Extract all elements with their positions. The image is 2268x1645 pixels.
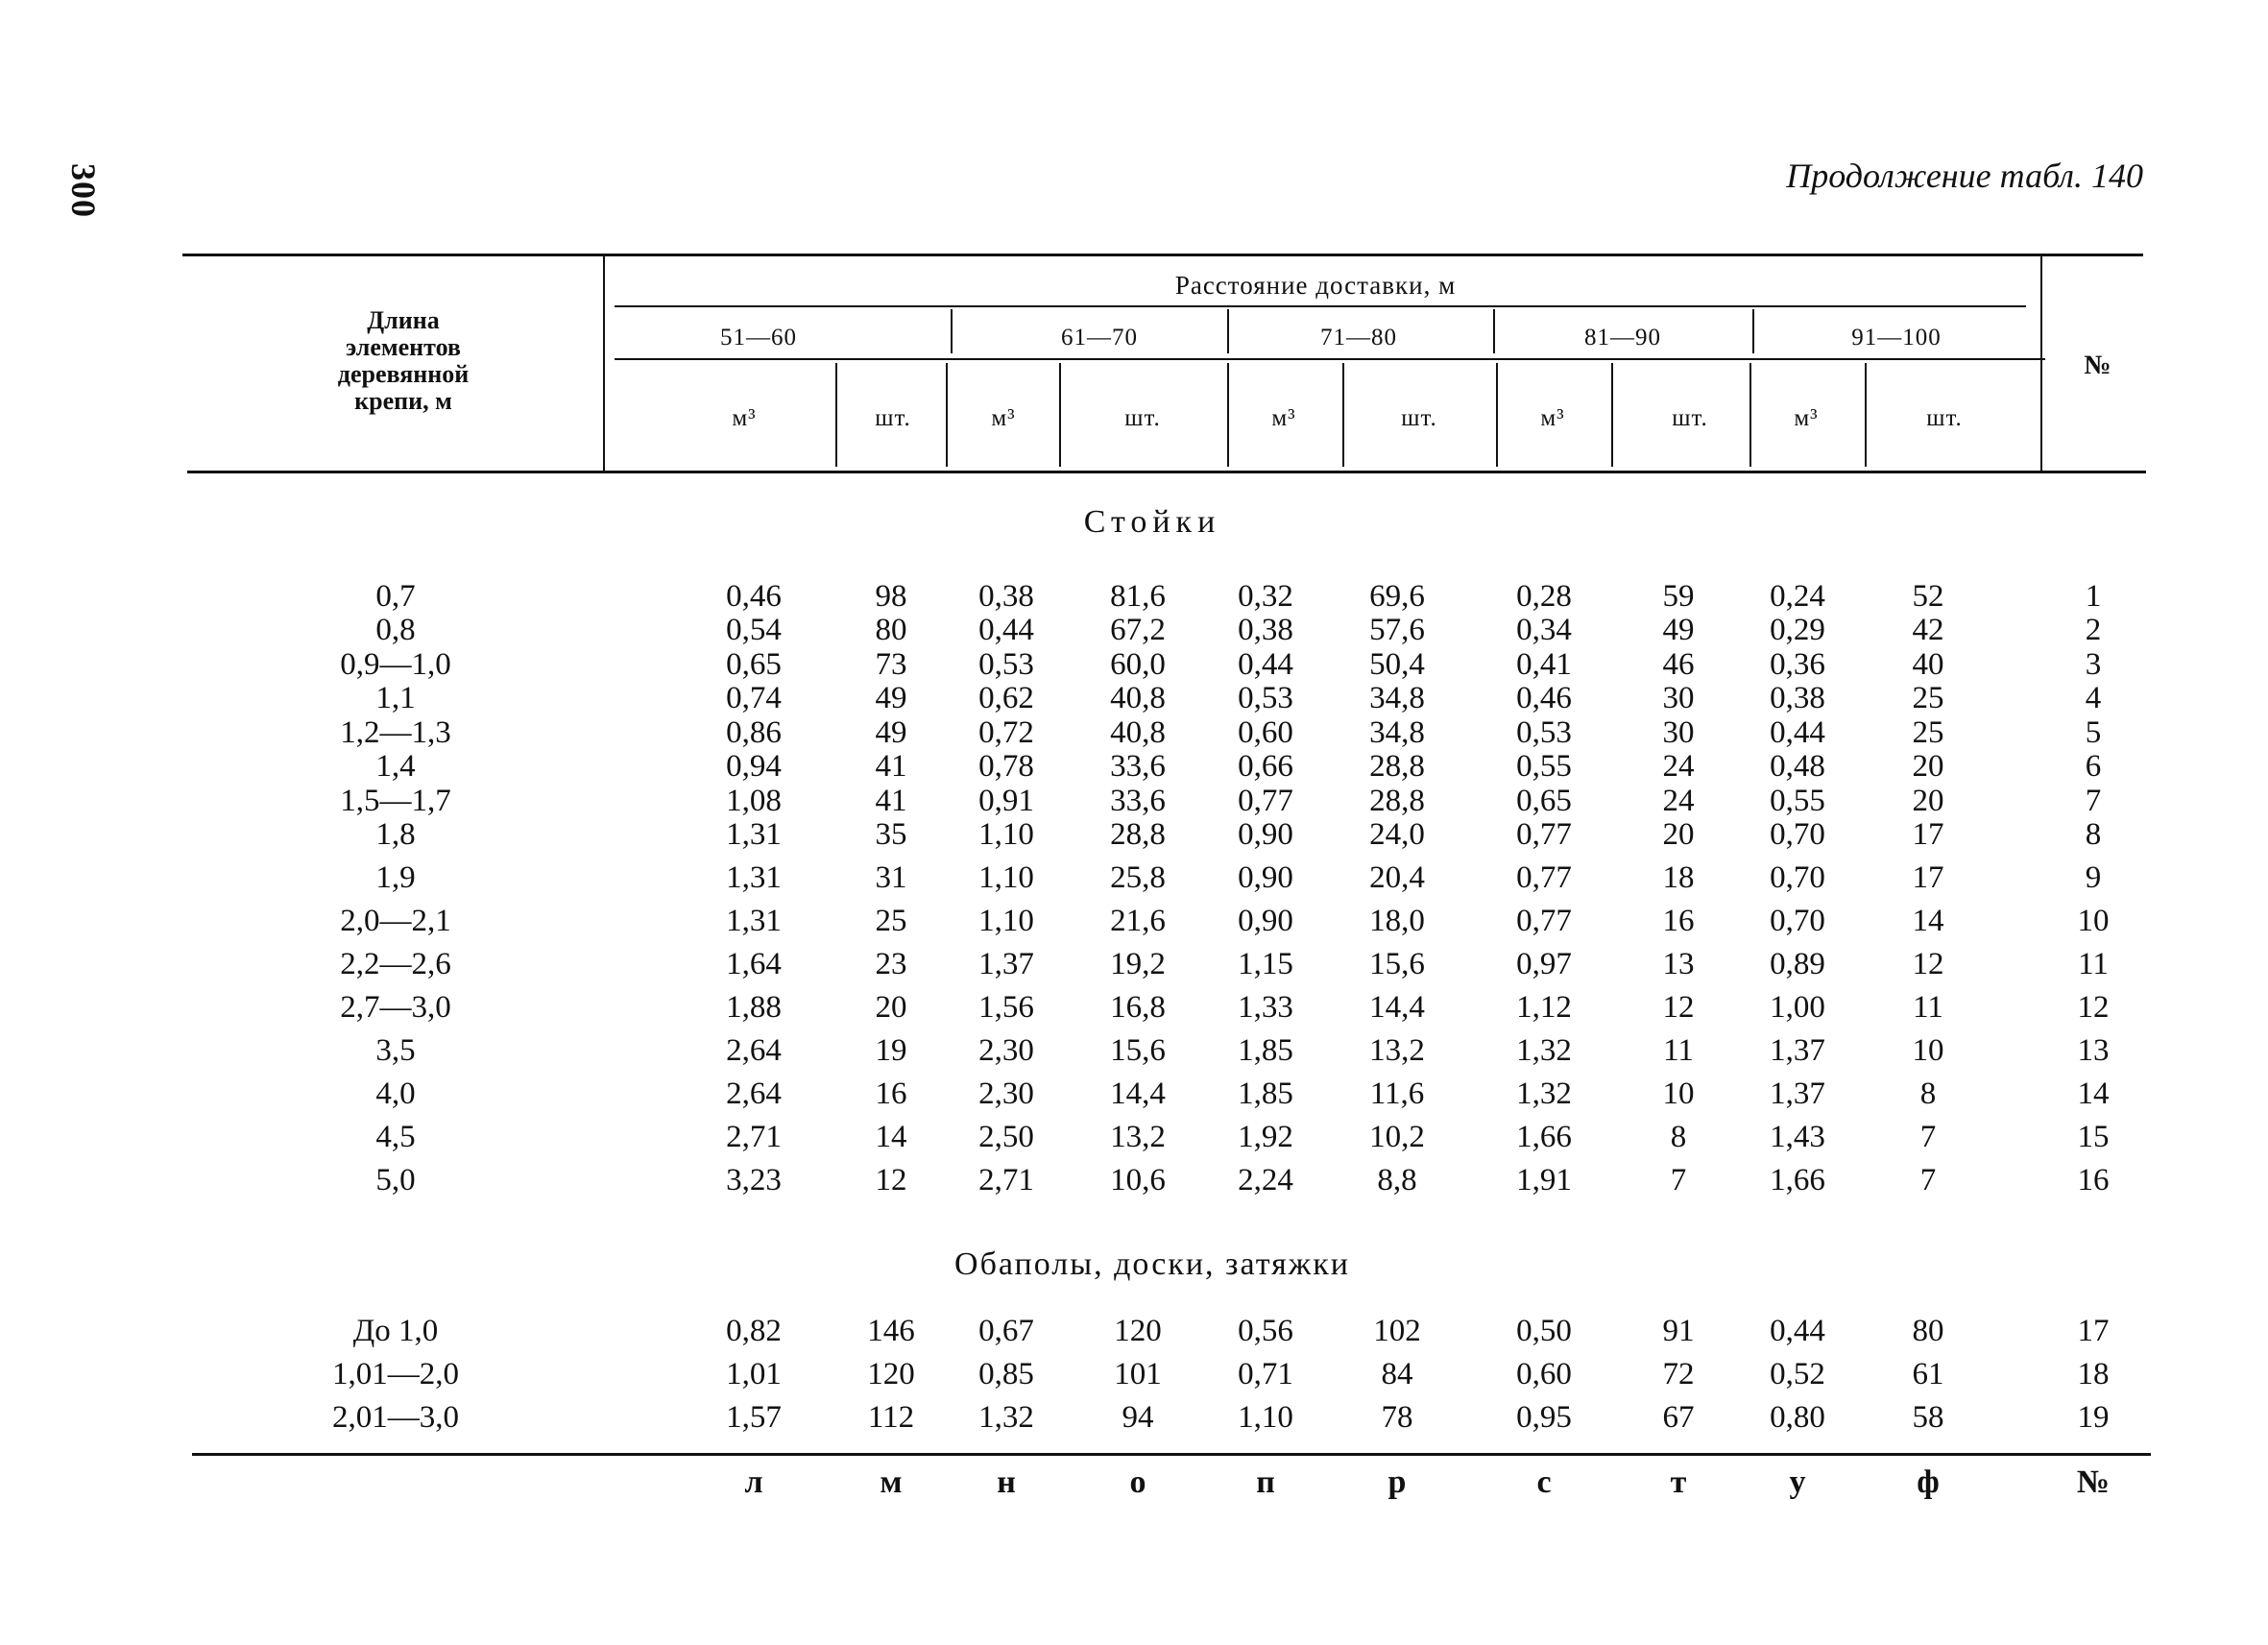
value-cell: 2,24 [1238,1163,1293,1197]
value-cell: 0,70 [1770,817,1825,852]
unit-header-m3: м³ [732,405,757,431]
value-cell: 14 [875,1120,907,1154]
value-cell: 19 [875,1033,907,1068]
value-cell: 0,90 [1238,860,1293,895]
column-letter: у [1789,1464,1806,1500]
length-cell: 1,01—2,0 [332,1357,459,1391]
value-cell: 1,15 [1238,947,1293,981]
length-cell: 1,8 [375,817,416,852]
row-number-cell: 1 [2085,579,2102,614]
value-cell: 91 [1662,1314,1695,1348]
value-cell: 49 [875,681,907,715]
value-cell: 15,6 [1110,1033,1166,1068]
row-number-cell: 18 [2077,1357,2110,1391]
value-cell: 0,56 [1238,1314,1293,1348]
length-cell: 1,1 [375,681,416,715]
value-cell: 28,8 [1369,749,1425,784]
value-cell: 98 [875,579,907,614]
unit-divider [1227,363,1229,467]
value-cell: 1,01 [726,1357,782,1391]
range-divider [951,309,953,353]
value-cell: 0,36 [1770,647,1825,682]
row-number-cell: 14 [2077,1077,2110,1111]
value-cell: 31 [875,860,907,895]
length-cell: 4,0 [375,1077,416,1111]
value-cell: 0,44 [978,613,1034,647]
value-cell: 0,82 [726,1314,782,1348]
column-letter: № [2076,1464,2111,1500]
unit-divider [1865,363,1867,467]
num-header: № [2084,351,2112,380]
value-cell: 0,74 [726,681,782,715]
value-cell: 10 [1912,1033,1944,1068]
row-number-cell: 15 [2077,1120,2110,1154]
value-cell: 0,66 [1238,749,1293,784]
column-letter: л [744,1464,763,1500]
value-cell: 0,24 [1770,579,1825,614]
value-cell: 2,50 [978,1120,1034,1154]
value-cell: 15,6 [1369,947,1425,981]
value-cell: 80 [1912,1314,1944,1348]
unit-header-sht: шт. [1401,405,1437,431]
value-cell: 14 [1912,904,1944,938]
value-cell: 40,8 [1110,715,1166,750]
value-cell: 20 [1662,817,1695,852]
value-cell: 1,37 [1770,1033,1825,1068]
column-letter: ф [1917,1464,1940,1500]
value-cell: 0,60 [1238,715,1293,750]
continuation-label: Продолжение табл. 140 [1786,157,2143,195]
row-header [278,307,528,415]
value-cell: 34,8 [1369,681,1425,715]
value-cell: 1,08 [726,784,782,818]
value-cell: 12 [1662,990,1695,1025]
row-number-cell: 16 [2077,1163,2110,1197]
value-cell: 102 [1373,1314,1421,1348]
section-title: Обаполы, доски, затяжки [954,1246,1350,1282]
value-cell: 13,2 [1110,1120,1166,1154]
range-header: 51—60 [720,325,797,351]
length-cell: 5,0 [375,1163,416,1197]
value-cell: 8,8 [1377,1163,1417,1197]
value-cell: 0,71 [1238,1357,1293,1391]
unit-divider [1611,363,1613,467]
value-cell: 1,37 [978,947,1034,981]
value-cell: 1,88 [726,990,782,1025]
group-header: Расстояние доставки, м [1174,271,1457,300]
value-cell: 0,94 [726,749,782,784]
value-cell: 10,2 [1369,1120,1425,1154]
value-cell: 14,4 [1110,1077,1166,1111]
length-cell: 2,2—2,6 [340,947,451,981]
value-cell: 78 [1381,1400,1413,1435]
value-cell: 0,38 [978,579,1034,614]
value-cell: 0,97 [1516,947,1572,981]
value-cell: 0,48 [1770,749,1825,784]
value-cell: 58 [1912,1400,1944,1435]
value-cell: 0,54 [726,613,782,647]
unit-divider [835,363,837,467]
value-cell: 33,6 [1110,749,1166,784]
length-cell: 1,2—1,3 [340,715,451,750]
value-cell: 80 [875,613,907,647]
value-cell: 41 [875,784,907,818]
value-cell: 1,31 [726,904,782,938]
value-cell: 50,4 [1369,647,1425,682]
value-cell: 0,95 [1516,1400,1572,1435]
value-cell: 0,67 [978,1314,1034,1348]
row-number-cell: 17 [2077,1314,2110,1348]
value-cell: 67 [1662,1400,1695,1435]
unit-header-m3: м³ [1540,405,1565,431]
unit-divider [946,363,948,467]
value-cell: 1,85 [1238,1077,1293,1111]
row-number-cell: 6 [2085,749,2102,784]
value-cell: 84 [1381,1357,1413,1391]
value-cell: 59 [1662,579,1695,614]
unit-header-m3: м³ [1271,405,1296,431]
row-header-divider [603,255,605,471]
value-cell: 46 [1662,647,1695,682]
unit-header-sht: шт. [1672,405,1708,431]
value-cell: 0,53 [1238,681,1293,715]
row-number-cell: 11 [2078,947,2109,981]
value-cell: 24 [1662,749,1695,784]
range-header: 81—90 [1584,325,1661,351]
range-divider [1752,309,1754,353]
value-cell: 0,46 [726,579,782,614]
value-cell: 28,8 [1110,817,1166,852]
range-divider [1493,309,1495,353]
value-cell: 67,2 [1110,613,1166,647]
value-cell: 35 [875,817,907,852]
row-number-cell: 19 [2077,1400,2110,1435]
unit-divider [1496,363,1498,467]
value-cell: 0,90 [1238,904,1293,938]
column-letter: о [1129,1464,1146,1500]
length-cell: 4,5 [375,1120,416,1154]
value-cell: 0,52 [1770,1357,1825,1391]
row-header-line: крепи, м [354,387,452,415]
value-cell: 1,32 [978,1400,1034,1435]
value-cell: 1,10 [1238,1400,1293,1435]
value-cell: 10,6 [1110,1163,1166,1197]
row-number-cell: 10 [2077,904,2110,938]
value-cell: 25,8 [1110,860,1166,895]
value-cell: 20 [875,990,907,1025]
value-cell: 0,70 [1770,904,1825,938]
length-cell: 3,5 [375,1033,416,1068]
value-cell: 2,71 [726,1120,782,1154]
value-cell: 1,31 [726,860,782,895]
value-cell: 52 [1912,579,1944,614]
value-cell: 1,31 [726,817,782,852]
value-cell: 1,10 [978,860,1034,895]
value-cell: 0,34 [1516,613,1572,647]
row-header-line: деревянной [337,360,470,388]
row-number-cell: 3 [2085,647,2102,682]
value-cell: 18 [1662,860,1695,895]
value-cell: 57,6 [1369,613,1425,647]
column-letter: м [880,1464,903,1500]
value-cell: 0,85 [978,1357,1034,1391]
value-cell: 1,57 [726,1400,782,1435]
value-cell: 11 [1913,990,1943,1025]
value-cell: 1,10 [978,817,1034,852]
value-cell: 7 [1670,1163,1687,1197]
value-cell: 1,64 [726,947,782,981]
value-cell: 0,32 [1238,579,1293,614]
length-cell: 1,5—1,7 [340,784,451,818]
value-cell: 120 [1114,1314,1162,1348]
value-cell: 8 [1919,1077,1937,1111]
length-cell: 0,8 [375,613,416,647]
row-header-line: элементов [346,333,461,361]
value-cell: 49 [875,715,907,750]
value-cell: 28,8 [1369,784,1425,818]
value-cell: 42 [1912,613,1944,647]
row-number-cell: 12 [2077,990,2110,1025]
value-cell: 81,6 [1110,579,1166,614]
unit-divider [1749,363,1751,467]
value-cell: 16,8 [1110,990,1166,1025]
value-cell: 0,38 [1238,613,1293,647]
value-cell: 0,91 [978,784,1034,818]
value-cell: 0,55 [1516,749,1572,784]
value-cell: 30 [1662,681,1695,715]
value-cell: 60,0 [1110,647,1166,682]
value-cell: 0,53 [1516,715,1572,750]
value-cell: 8 [1670,1120,1687,1154]
value-cell: 0,86 [726,715,782,750]
value-cell: 1,66 [1770,1163,1825,1197]
unit-divider [1059,363,1061,467]
value-cell: 16 [875,1077,907,1111]
value-cell: 49 [1662,613,1695,647]
value-cell: 24,0 [1369,817,1425,852]
column-letter: т [1670,1464,1687,1500]
table-bottom-rule [192,1453,2151,1456]
value-cell: 0,53 [978,647,1034,682]
value-cell: 61 [1912,1357,1944,1391]
group-rule [615,305,2026,307]
value-cell: 1,37 [1770,1077,1825,1111]
value-cell: 0,28 [1516,579,1572,614]
value-cell: 1,00 [1770,990,1825,1025]
value-cell: 7 [1919,1163,1937,1197]
row-number-cell: 8 [2085,817,2102,852]
range-header: 61—70 [1061,325,1138,351]
value-cell: 0,38 [1770,681,1825,715]
value-cell: 11 [1663,1033,1694,1068]
value-cell: 146 [867,1314,915,1348]
value-cell: 33,6 [1110,784,1166,818]
value-cell: 94 [1122,1400,1154,1435]
value-cell: 11,6 [1369,1077,1425,1111]
value-cell: 1,85 [1238,1033,1293,1068]
value-cell: 0,60 [1516,1357,1572,1391]
value-cell: 20 [1912,784,1944,818]
value-cell: 2,30 [978,1077,1034,1111]
value-cell: 1,32 [1516,1033,1572,1068]
length-cell: 0,9—1,0 [340,647,451,682]
value-cell: 0,44 [1770,715,1825,750]
value-cell: 34,8 [1369,715,1425,750]
unit-header-sht: шт. [875,405,911,431]
top-rule [182,254,2143,256]
unit-header-m3: м³ [991,405,1016,431]
range-rule [615,358,2045,360]
row-number-cell: 7 [2085,784,2102,818]
value-cell: 0,77 [1516,817,1572,852]
unit-header-sht: шт. [1926,405,1963,431]
row-number-cell: 2 [2085,613,2102,647]
num-divider [2040,255,2042,471]
section-title: Стойки [1083,504,1221,540]
value-cell: 72 [1662,1357,1695,1391]
value-cell: 0,41 [1516,647,1572,682]
column-letter: р [1387,1464,1407,1500]
value-cell: 2,64 [726,1033,782,1068]
value-cell: 73 [875,647,907,682]
value-cell: 21,6 [1110,904,1166,938]
length-cell: 2,7—3,0 [340,990,451,1025]
value-cell: 23 [875,947,907,981]
value-cell: 41 [875,749,907,784]
value-cell: 0,55 [1770,784,1825,818]
row-number-cell: 9 [2085,860,2102,895]
value-cell: 25 [1912,715,1944,750]
value-cell: 3,23 [726,1163,782,1197]
header-bottom-rule [187,471,2146,473]
value-cell: 69,6 [1369,579,1425,614]
value-cell: 16 [1662,904,1695,938]
value-cell: 120 [867,1357,915,1391]
value-cell: 0,29 [1770,613,1825,647]
value-cell: 0,89 [1770,947,1825,981]
value-cell: 40,8 [1110,681,1166,715]
value-cell: 17 [1912,817,1944,852]
unit-header-sht: шт. [1124,405,1161,431]
row-number-cell: 4 [2085,681,2102,715]
value-cell: 0,77 [1238,784,1293,818]
value-cell: 1,92 [1238,1120,1293,1154]
value-cell: 20,4 [1369,860,1425,895]
value-cell: 0,80 [1770,1400,1825,1435]
value-cell: 17 [1912,860,1944,895]
length-cell: 1,9 [375,860,416,895]
value-cell: 20 [1912,749,1944,784]
row-number-cell: 5 [2085,715,2102,750]
value-cell: 1,32 [1516,1077,1572,1111]
length-cell: 1,4 [375,749,416,784]
length-cell: 2,0—2,1 [340,904,451,938]
row-number-cell: 13 [2077,1033,2110,1068]
value-cell: 19,2 [1110,947,1166,981]
value-cell: 1,12 [1516,990,1572,1025]
length-cell: 2,01—3,0 [332,1400,459,1435]
column-letter: н [997,1464,1016,1500]
value-cell: 2,71 [978,1163,1034,1197]
value-cell: 13 [1662,947,1695,981]
value-cell: 101 [1114,1357,1162,1391]
value-cell: 0,78 [978,749,1034,784]
value-cell: 40 [1912,647,1944,682]
value-cell: 112 [867,1400,915,1435]
value-cell: 0,72 [978,715,1034,750]
value-cell: 0,77 [1516,904,1572,938]
value-cell: 1,91 [1516,1163,1572,1197]
value-cell: 12 [1912,947,1944,981]
value-cell: 1,43 [1770,1120,1825,1154]
range-header: 91—100 [1851,325,1942,351]
length-cell: 0,7 [375,579,416,614]
value-cell: 14,4 [1369,990,1425,1025]
value-cell: 0,44 [1238,647,1293,682]
value-cell: 1,66 [1516,1120,1572,1154]
value-cell: 0,65 [726,647,782,682]
value-cell: 25 [1912,681,1944,715]
column-letter: с [1536,1464,1552,1500]
column-letter: п [1256,1464,1275,1500]
unit-header-m3: м³ [1794,405,1819,431]
length-cell: До 1,0 [352,1314,439,1348]
value-cell: 0,50 [1516,1314,1572,1348]
value-cell: 25 [875,904,907,938]
value-cell: 2,30 [978,1033,1034,1068]
page-number: 300 [64,163,103,218]
value-cell: 10 [1662,1077,1695,1111]
value-cell: 13,2 [1369,1033,1425,1068]
value-cell: 0,77 [1516,860,1572,895]
value-cell: 30 [1662,715,1695,750]
value-cell: 0,70 [1770,860,1825,895]
value-cell: 7 [1919,1120,1937,1154]
value-cell: 2,64 [726,1077,782,1111]
value-cell: 0,90 [1238,817,1293,852]
value-cell: 1,33 [1238,990,1293,1025]
unit-divider [1342,363,1344,467]
value-cell: 18,0 [1369,904,1425,938]
range-divider [1227,309,1229,353]
value-cell: 0,62 [978,681,1034,715]
value-cell: 0,46 [1516,681,1572,715]
value-cell: 12 [875,1163,907,1197]
range-header: 71—80 [1320,325,1397,351]
value-cell: 1,56 [978,990,1034,1025]
value-cell: 24 [1662,784,1695,818]
value-cell: 0,44 [1770,1314,1825,1348]
value-cell: 0,65 [1516,784,1572,818]
row-header-line: Длина [367,306,440,334]
value-cell: 1,10 [978,904,1034,938]
